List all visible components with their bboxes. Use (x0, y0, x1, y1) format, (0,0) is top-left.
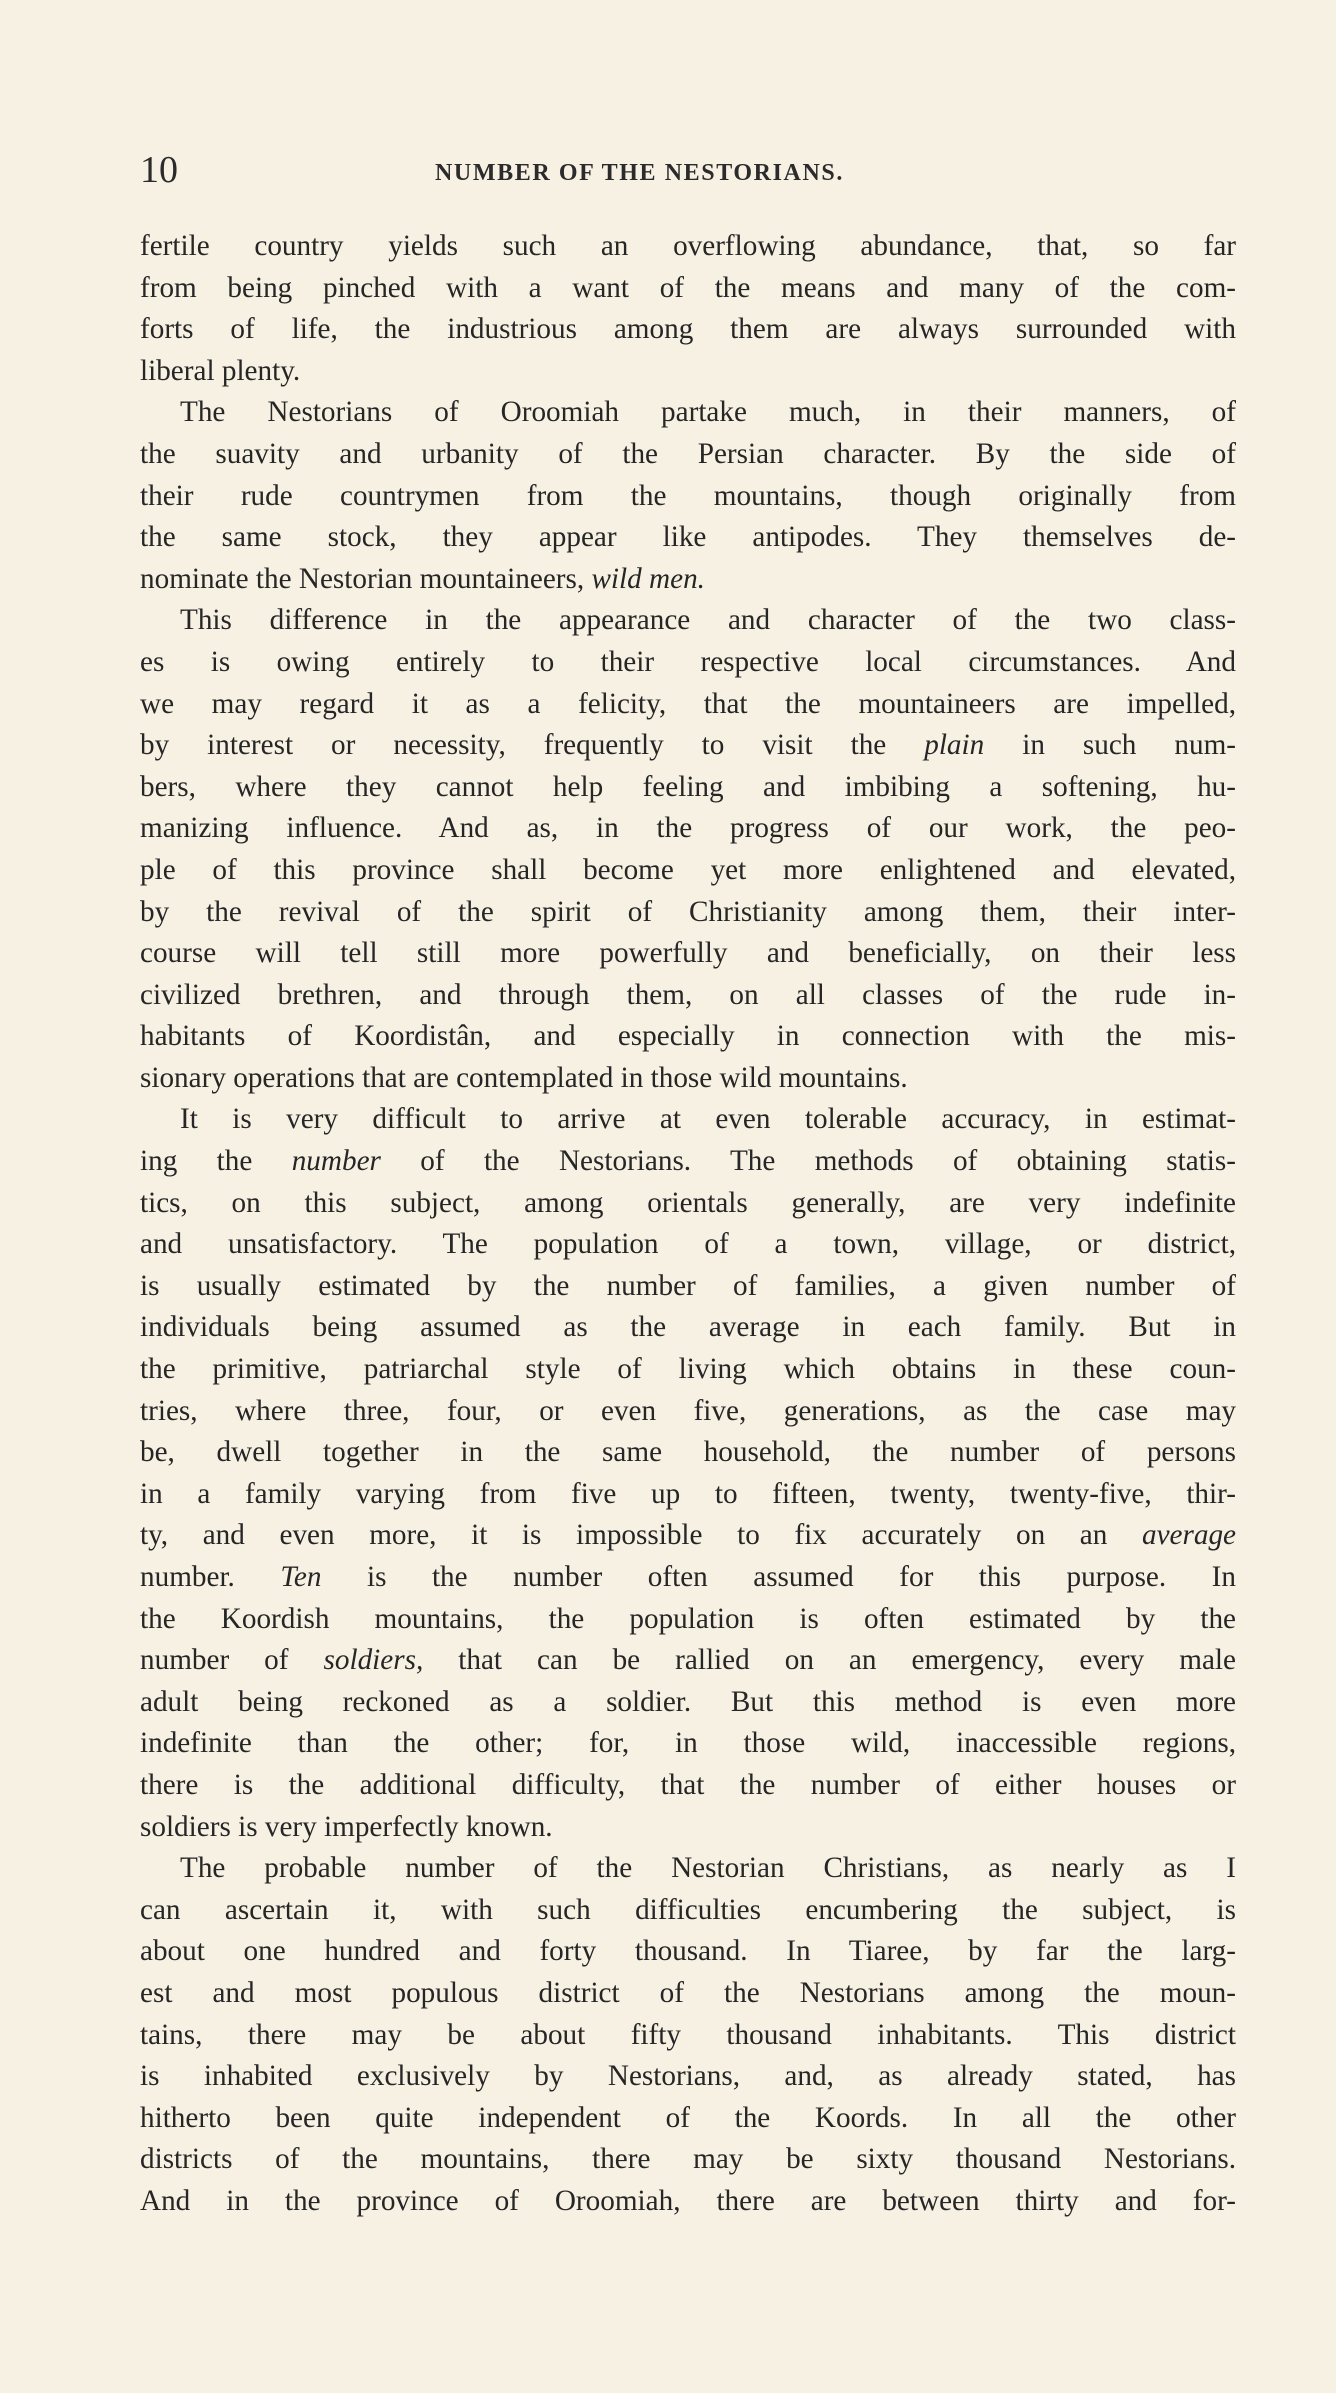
text-run: the Koordish mountains, the population is often estimated by the (140, 1602, 1236, 1635)
text-line (140, 1183, 1236, 1225)
text-run: the primitive, patriarchal style of living which obtains in these coun- (140, 1353, 1236, 1386)
text-line (140, 1682, 1236, 1724)
text-run: soldiers is very imperfectly known. (140, 1810, 553, 1843)
text-run: It is very difficult to arrive at even tolerable accuracy, in estimat- (180, 1103, 1236, 1136)
text-line (140, 1141, 1236, 1183)
italic-text: Ten (280, 1561, 322, 1593)
text-line (140, 1058, 1236, 1100)
italic-text: number (291, 1145, 381, 1178)
text-run: in a family varying from five up to fifteen, twenty, twenty-five, thir- (140, 1477, 1236, 1510)
text-run: ple of this province shall become yet more enlightened and elevated, (140, 853, 1236, 886)
text-run: is usually estimated by the number of families, a given number of (140, 1269, 1236, 1302)
text-run: indefinite than the other; for, in those wild, inaccessible regions, (140, 1727, 1236, 1760)
text-run: manizing influence. And as, in the progress of our work, the peo- (140, 812, 1236, 845)
text-run: is inhabited exclusively by Nestorians, and, as already stated, has (140, 2060, 1236, 2093)
text-run: ing the (140, 1145, 292, 1178)
text-line (140, 1848, 1236, 1890)
text-run: adult being reckoned as a soldier. But this method is even more (140, 1685, 1236, 1718)
text-run: forts of life, the industrious among them are always surrounded with (140, 313, 1236, 346)
italic-text: soldiers, (323, 1644, 424, 1677)
text-run: of the Nestorians. The methods of obtaining statis- (380, 1145, 1236, 1178)
text-run: sionary operations that are contemplated in those wild mountains. (140, 1061, 908, 1094)
text-run: hitherto been quite independent of the Koords. In all the other (140, 2101, 1236, 2134)
text-line (140, 1931, 1236, 1973)
text-line (140, 1474, 1236, 1516)
text-line (140, 2015, 1236, 2057)
text-run: tries, where three, four, or even five, generations, as the case may (140, 1394, 1236, 1427)
text-run: est and most populous district of the Nestorians among the moun- (140, 1976, 1236, 2009)
text-line (140, 2056, 1236, 2098)
text-line (140, 268, 1236, 310)
text-line (140, 1515, 1236, 1557)
page-header (140, 148, 1240, 198)
text-run: the same stock, they appear like antipodes. They themselves de- (140, 521, 1236, 554)
text-line (140, 1599, 1236, 1641)
text-run: we may regard it as a felicity, that the mountaineers are impelled, (140, 687, 1236, 720)
text-line (140, 725, 1236, 767)
text-line (140, 1807, 1236, 1849)
text-line (140, 1723, 1236, 1765)
text-run: The probable number of the Nestorian Christians, as nearly as I (180, 1852, 1236, 1885)
text-line (140, 808, 1236, 850)
text-run: from being pinched with a want of the means and many of the com- (140, 271, 1236, 304)
text-run: number. (140, 1561, 281, 1593)
text-run: districts of the mountains, there may be sixty thousand Nestorians. (140, 2143, 1236, 2176)
text-line (140, 309, 1236, 351)
text-line (140, 476, 1236, 518)
text-line (140, 1973, 1236, 2015)
text-line (140, 892, 1236, 934)
text-line (140, 684, 1236, 726)
text-line (140, 2181, 1236, 2223)
text-line (140, 1266, 1236, 1308)
text-run: civilized brethren, and through them, on all classes of the rude in- (140, 978, 1236, 1011)
text-run: nominate the Nestorian mountaineers, (140, 562, 592, 595)
text-line (140, 1432, 1236, 1474)
text-run: tains, there may be about fifty thousand inhabitants. This district (140, 2018, 1236, 2051)
text-line (140, 1099, 1236, 1141)
text-line (140, 850, 1236, 892)
text-line (140, 600, 1236, 642)
text-line (140, 434, 1236, 476)
text-run: by the revival of the spirit of Christianity among them, their inter- (140, 895, 1236, 928)
text-run: liberal plenty. (140, 354, 301, 387)
italic-text: wild men. (591, 562, 705, 595)
text-run: the suavity and urbanity of the Persian character. By the side of (140, 437, 1236, 470)
text-run: is the number often assumed for this purpose. In (321, 1561, 1236, 1593)
text-line (140, 1391, 1236, 1433)
text-line (140, 226, 1236, 268)
text-run: can ascertain it, with such difficulties encumbering the subject, is (140, 1893, 1236, 1926)
text-line (140, 975, 1236, 1017)
text-run: ty, and even more, it is impossible to fix accurately on an (140, 1519, 1142, 1552)
text-line (140, 767, 1236, 809)
text-run: This difference in the appearance and character of the two class- (180, 604, 1236, 637)
text-line (140, 559, 1236, 601)
text-line (140, 1016, 1236, 1058)
text-run: individuals being assumed as the average in each family. But in (140, 1311, 1236, 1344)
text-line (140, 1765, 1236, 1807)
text-run: tics, on this subject, among orientals generally, are very indefinite (140, 1186, 1236, 1219)
text-run: The Nestorians of Oroomiah partake much, in their manners, of (180, 396, 1236, 429)
text-line (140, 1557, 1236, 1599)
text-run: that can be rallied on an emergency, every male (423, 1644, 1236, 1677)
text-run: be, dwell together in the same household, the number of persons (140, 1436, 1236, 1469)
text-run: And in the province of Oroomiah, there are between thirty and for- (140, 2184, 1236, 2217)
text-run: fertile country yields such an overflowing abundance, that, so far (140, 230, 1236, 262)
text-line (140, 351, 1236, 393)
text-run: their rude countrymen from the mountains, though originally from (140, 479, 1236, 512)
text-run: about one hundred and forty thousand. In Tiaree, by far the larg- (140, 1935, 1236, 1968)
text-line (140, 1307, 1236, 1349)
text-line (140, 1224, 1236, 1266)
text-run: there is the additional difficulty, that the number of either houses or (140, 1768, 1236, 1801)
text-line (140, 517, 1236, 559)
text-run: number of (140, 1644, 324, 1677)
text-line (140, 392, 1236, 434)
text-line (140, 1349, 1236, 1391)
text-line (140, 1640, 1236, 1682)
text-line (140, 2098, 1236, 2140)
text-line (140, 933, 1236, 975)
text-line (140, 1890, 1236, 1932)
italic-text: plain (924, 729, 985, 762)
page-number: 10 (140, 149, 178, 191)
text-line (140, 642, 1236, 684)
running-head: NUMBER OF THE NESTORIANS. (435, 160, 844, 186)
text-run: habitants of Koordistân, and especially in connection with the mis- (140, 1020, 1236, 1053)
text-run: course will tell still more powerfully and beneficially, on their less (140, 937, 1236, 970)
body-text (140, 226, 1236, 2223)
text-run: by interest or necessity, frequently to visit the (140, 729, 925, 762)
text-run: es is owing entirely to their respective local circumstances. And (140, 645, 1236, 678)
italic-text: average (1141, 1519, 1236, 1552)
text-run: and unsatisfactory. The population of a town, village, or district, (140, 1228, 1236, 1261)
text-run: in such num- (984, 729, 1236, 762)
text-run: bers, where they cannot help feeling and imbibing a softening, hu- (140, 770, 1236, 803)
text-line (140, 2139, 1236, 2181)
